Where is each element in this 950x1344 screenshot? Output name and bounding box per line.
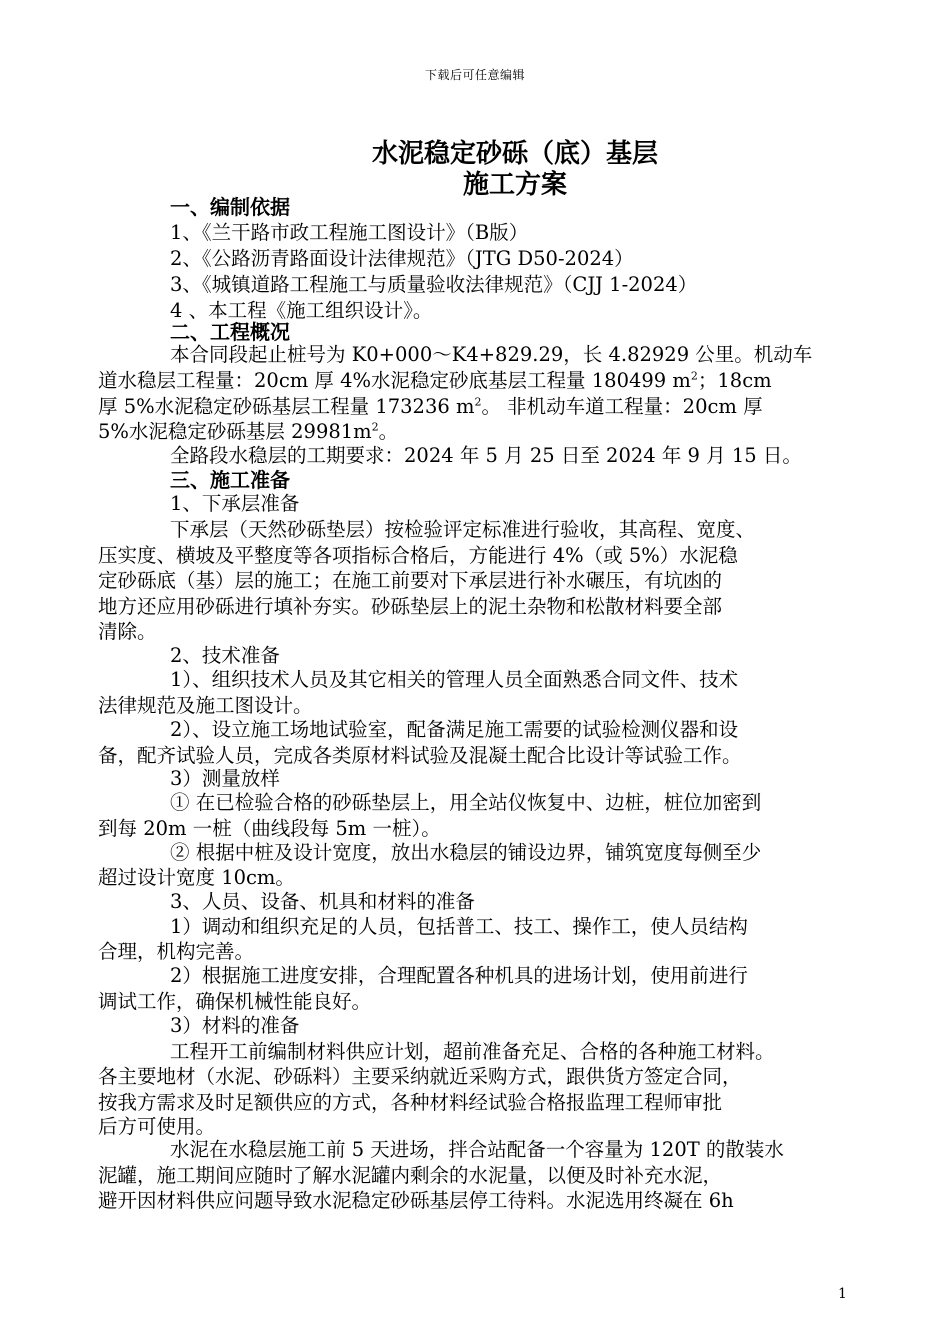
- paragraph-line: ② 根据中桩及设计宽度，放出水稳层的铺设边界，铺筑宽度每侧至少: [170, 841, 762, 864]
- basis-item: 3、《城镇道路工程施工与质量验收法律规范》（CJJ 1-2024）: [170, 273, 698, 296]
- doc-subtitle: 施工方案: [462, 170, 567, 200]
- paragraph-line: 5%水泥稳定砂砾基层 $29981m^2$。: [98, 420, 399, 443]
- paragraph-line: 下承层（天然砂砾垫层）按检验评定标准进行验收，其高程、宽度、: [170, 518, 756, 541]
- section-heading: 三、施工准备: [170, 468, 290, 492]
- header-note: 下载后可任意编辑: [424, 68, 525, 82]
- subsection-heading: 3）材料的准备: [170, 1014, 300, 1037]
- paragraph-line: 工程开工前编制材料供应计划，超前准备充足、合格的各种施工材料。: [170, 1040, 775, 1063]
- subsection-heading: 1、下承层准备: [170, 492, 300, 515]
- paragraph-line: 超过设计宽度 10cm。: [98, 866, 295, 889]
- paragraph-line: 厚 5%水泥稳定砂砾基层工程量 173236 $m^2$。 非机动车道工程量：20cm 厚: [98, 395, 763, 418]
- paragraph-line: 1）、组织技术人员及其它相关的管理人员全面熟悉合同文件、技术: [170, 668, 739, 691]
- basis-item: 4 、本工程《施工组织设计》。: [170, 299, 433, 322]
- paragraph-line: 本合同段起止桩号为 K0+000～K4+829.29，长 4.82929 公里。机动车: [170, 343, 813, 366]
- paragraph-line: 避开因材料供应问题导致水泥稳定砂砾基层停工待料。水泥选用终凝在 6h: [98, 1189, 734, 1212]
- subsection-heading: 3、人员、设备、机具和材料的准备: [170, 890, 475, 913]
- doc-title: 水泥稳定砂砾（底）基层: [371, 139, 658, 169]
- page-number: 1: [838, 1286, 847, 1302]
- section-heading: 二、工程概况: [170, 320, 290, 344]
- paragraph-line: 调试工作，确保机械性能良好。: [98, 990, 372, 1013]
- basis-item: 1、《兰干路市政工程施工图设计》（B版）: [170, 221, 529, 244]
- paragraph-line: ① 在已检验合格的砂砾垫层上，用全站仪恢复中、边桩，桩位加密到: [170, 791, 762, 814]
- paragraph-line: 备，配齐试验人员，完成各类原材料试验及混凝土配合比设计等试验工作。: [98, 744, 742, 767]
- paragraph-line: 各主要地材（水泥、砂砾料）主要采纳就近采购方式，跟供货方签定合同，: [98, 1065, 742, 1088]
- basis-item: 2、《公路沥青路面设计法律规范》（JTG D50-2024）: [170, 247, 634, 270]
- paragraph-line: 水泥在水稳层施工前 5 天进场，拌合站配备一个容量为 120T 的散装水: [170, 1138, 784, 1161]
- paragraph-line: 压实度、横坡及平整度等各项指标合格后，方能进行 4%（或 5%）水泥稳: [98, 544, 738, 567]
- paragraph-line: 1）调动和组织充足的人员，包括普工、技工、操作工，使人员结构: [170, 915, 748, 938]
- paragraph-line: 2）、设立施工场地试验室，配备满足施工需要的试验检测仪器和设: [170, 718, 739, 741]
- paragraph-line: 后方可使用。: [98, 1115, 216, 1138]
- subsection-heading: 3）测量放样: [170, 767, 280, 790]
- paragraph-line: 清除。: [98, 620, 157, 643]
- paragraph-line: 法律规范及施工图设计。: [98, 694, 313, 717]
- paragraph-line: 到每 20m 一桩（曲线段每 5m 一桩）。: [98, 817, 441, 840]
- paragraph-line: 按我方需求及时足额供应的方式，各种材料经试验合格报监理工程师审批: [98, 1091, 723, 1114]
- paragraph-line: 全路段水稳层的工期要求：2024 年 5 月 25 日至 2024 年 9 月 15 日。: [170, 444, 802, 467]
- subsection-heading: 2、技术准备: [170, 644, 280, 667]
- paragraph-line: 合理，机构完善。: [98, 940, 255, 963]
- paragraph-line: 定砂砾底（基）层的施工；在施工前要对下承层进行补水碾压，有坑凼的: [98, 569, 723, 592]
- paragraph-line: 地方还应用砂砾进行填补夯实。砂砾垫层上的泥土杂物和松散材料要全部: [98, 595, 723, 618]
- section-heading: 一、编制依据: [170, 195, 290, 219]
- paragraph-line: 2）根据施工进度安排，合理配置各种机具的进场计划，使用前进行: [170, 964, 748, 987]
- paragraph-line: 道水稳层工程量：20cm 厚 4%水泥稳定砂底基层工程量 180499 $m^2$；18cm: [98, 369, 772, 392]
- paragraph-line: 泥罐，施工期间应随时了解水泥罐内剩余的水泥量，以便及时补充水泥，: [98, 1164, 723, 1187]
